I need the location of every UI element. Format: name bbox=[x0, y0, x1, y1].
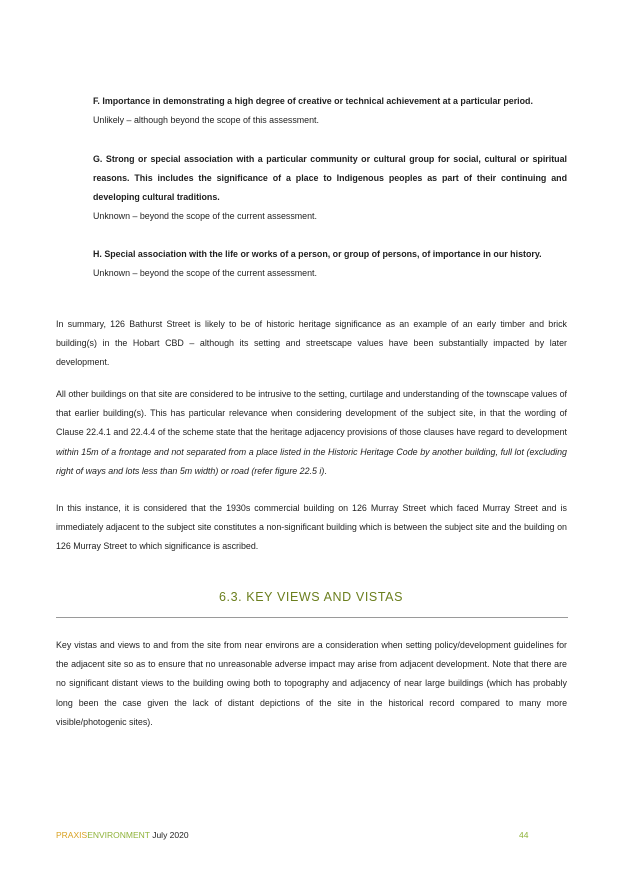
brand-praxis: PRAXIS bbox=[56, 830, 88, 840]
criterion-g-body: Unknown – beyond the scope of the current assessment. bbox=[93, 211, 317, 221]
criterion-f bbox=[93, 92, 567, 130]
criterion-f-heading: F. Importance in demonstrating a high degree of creative or technical achievement at a particular period. bbox=[93, 96, 533, 106]
key-views-paragraph: Key vistas and views to and from the site from near environs are a consideration when setting policy/development guidelines for the adjacent site so as to ensure that no unreasonable adverse impact may arise from adjacent development. Note that there are no significant distant views to the building owing both to topography and adjacency of near large buildings (which has probably long been the case given the lack of distant depictions of the site in the historical record compared to many more visible/photogenic sites). bbox=[56, 640, 567, 727]
other-buildings-end: . bbox=[324, 465, 327, 476]
other-buildings-paragraph bbox=[56, 385, 567, 481]
heading-divider bbox=[56, 617, 568, 618]
criterion-h-body: Unknown – beyond the scope of the current assessment. bbox=[93, 268, 317, 278]
clause-quote: within 15m of a frontage and not separated from a place listed in the Historic Heritage Code by another building, full lot (excluding right of ways and lots less than 5m width) or road (refer figure 22.5 i) bbox=[56, 446, 567, 476]
footer-brand bbox=[56, 830, 189, 840]
criterion-g bbox=[93, 150, 567, 226]
criterion-f-body: Unlikely – although beyond the scope of this assessment. bbox=[93, 115, 319, 125]
brand-environment: ENVIRONMENT bbox=[87, 830, 150, 840]
page-number: 44 bbox=[519, 830, 529, 840]
criterion-h bbox=[93, 245, 567, 283]
section-heading: 6.3. KEY VIEWS AND VISTAS bbox=[218, 590, 404, 604]
summary-paragraph: In summary, 126 Bathurst Street is likely to be of historic heritage significance as an example of an early timber and brick building(s) in the Hobart CBD – although its setting and streetscape values have been substantially impacted by later development. bbox=[56, 319, 567, 368]
instance-paragraph: In this instance, it is considered that the 1930s commercial building on 126 Murray Street which faced Murray Street and is immediately adjacent to the subject site constitutes a non-significant building which is between the subject site and the building on 126 Murray Street to which significance is ascribed. bbox=[56, 503, 567, 552]
footer-date: July 2020 bbox=[149, 830, 189, 840]
other-buildings-text: All other buildings on that site are considered to be intrusive to the setting, curtilage and understanding of the townscape values of that earlier building(s). This has particular relevance when considering development of the subject site, in that the wording of Clause 22.4.1 and 22.4.4 of the scheme state that the heritage adjacency provisions of those clauses have regard to development bbox=[56, 389, 567, 438]
criterion-h-heading: H. Special association with the life or works of a person, or group of persons, of importance in our history. bbox=[93, 249, 542, 259]
criterion-g-heading: G. Strong or special association with a particular community or cultural group for social, cultural or spiritual reasons. This includes the significance of a place to Indigenous peoples as part of their continuing and developing cultural traditions. bbox=[93, 154, 567, 202]
